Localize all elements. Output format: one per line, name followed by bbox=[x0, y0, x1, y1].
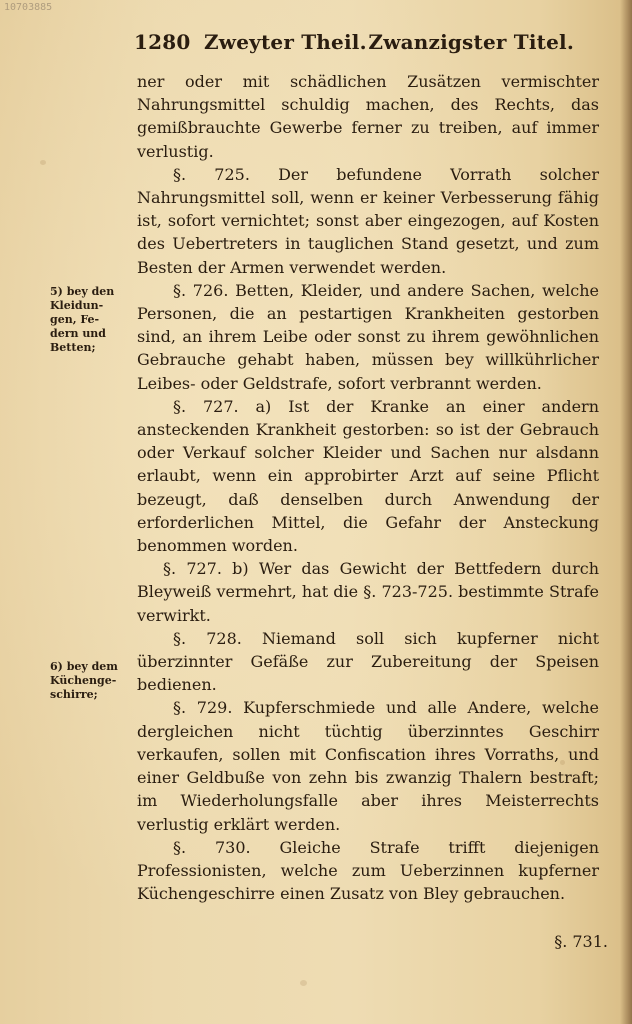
chapter-title: Zwanzigster Titel. bbox=[368, 30, 574, 54]
paragraph-725: §. 725. Der befundene Vorrath solcher Nahrungsmittel soll, wenn er keiner Verbesserung fähig ist, sofort vernichtet; sonst aber eingezogen, auf Kosten des Uebertreters in tauglichen Stand gesetzt, und zum Besten der Armen verwendet werden. bbox=[137, 164, 599, 277]
margin-note-line: Betten; bbox=[50, 341, 96, 354]
part-title: Zweyter Theil. bbox=[204, 30, 367, 54]
paragraph-727a: §. 727. a) Ist der Kranke an einer andern ansteckenden Krankheit gestorben: so ist der Gebrauch oder Verkauf solcher Kleider und Sachen nur alsdann erlaubt, wenn ein approbirter Arzt auf seine Pflicht bezeugt, daß denselben durch Anwendung der erforderlichen Mittel, die Gefahr der Ansteckung benommen worden. bbox=[137, 396, 599, 556]
running-header bbox=[134, 30, 574, 54]
catchword: §. 731. bbox=[554, 932, 608, 951]
page-number: 1280 bbox=[134, 30, 191, 54]
margin-note-line: Kleidun- bbox=[50, 299, 104, 312]
margin-note-kitchenware bbox=[50, 660, 132, 702]
margin-note-label: 5) bey den bbox=[50, 285, 115, 298]
paragraph-728: §. 728. Niemand soll sich kupferner nicht überzinnter Gefäße zur Zubereitung der Speisen bedienen. bbox=[137, 628, 599, 695]
paragraph-729: §. 729. Kupferschmiede und alle Andere, welche dergleichen nicht tüchtig überzinntes Geschirr verkaufen, sollen mit Confiscation ihres Vorraths, und einer Geldbuße von zehn bis zwanzig Thalern bestraft; im Wiederholungsfalle aber ihres Meisterrechts verlustig erklärt werden. bbox=[137, 698, 599, 834]
paper-stain bbox=[40, 160, 46, 165]
catalog-stamp: 10703885 bbox=[4, 2, 53, 13]
paragraph-continuation: ner oder mit schädlichen Zusätzen vermischter Nahrungsmittel schuldig machen, des Rechts, das gemißbrauchte Gewerbe ferner zu treiben, auf immer verlustig. bbox=[137, 72, 599, 161]
margin-note-clothing bbox=[50, 285, 132, 355]
margin-note-line: Küchenge- bbox=[50, 674, 117, 687]
margin-note-line: dern und bbox=[50, 327, 106, 340]
margin-note-line: gen, Fe- bbox=[50, 313, 100, 326]
body-text bbox=[137, 70, 599, 905]
paragraph-730: §. 730. Gleiche Strafe trifft diejenigen Professionisten, welche zum Ueberzinnen kupferner Küchengeschirre einen Zusatz von Bley gebrauchen. bbox=[137, 837, 599, 904]
margin-note-label: 6) bey dem bbox=[50, 660, 118, 673]
page-binding-shadow bbox=[620, 0, 632, 1024]
margin-note-line: schirre; bbox=[50, 688, 98, 701]
paper-stain bbox=[300, 980, 307, 986]
paragraph-727b: §. 727. b) Wer das Gewicht der Bettfedern durch Bleyweiß vermehrt, hat die §. 723-725. bestimmte Strafe verwirkt. bbox=[137, 559, 599, 625]
paragraph-726: §. 726. Betten, Kleider, und andere Sachen, welche Personen, die an pestartigen Krankheiten gestorben sind, an ihrem Leibe oder sonst zu ihrem gewöhnlichen Gebrauche gehabt haben, müssen bey willkührlicher Leibes- oder Geldstrafe, sofort verbrannt werden. bbox=[137, 280, 599, 393]
